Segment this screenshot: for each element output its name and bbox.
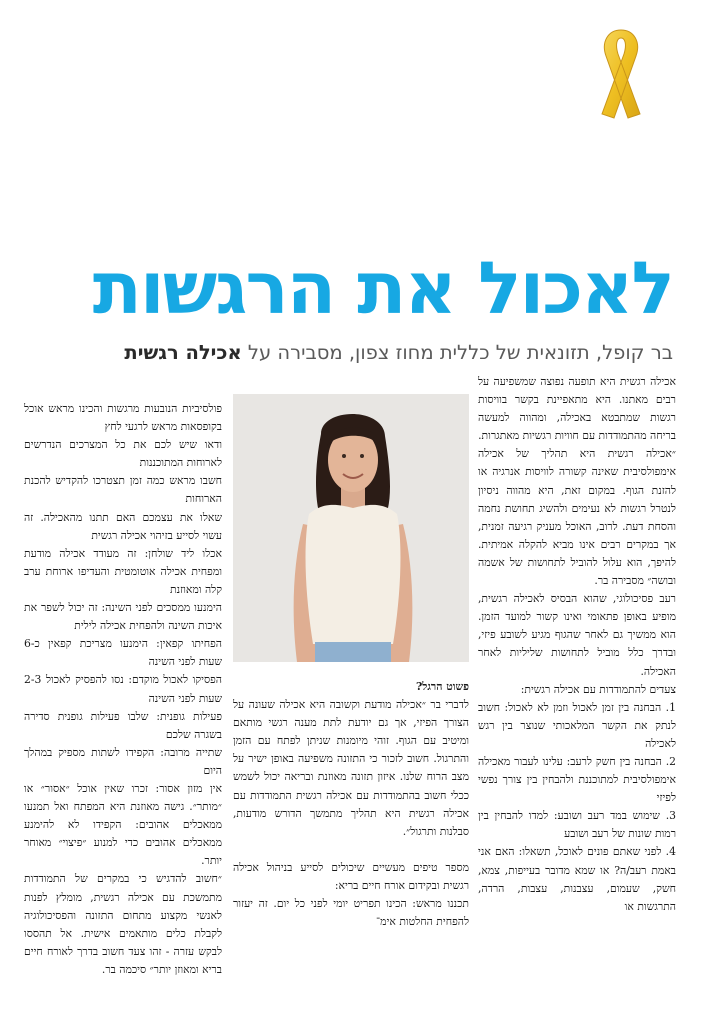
- paragraph: ודאו שיש לכם את כל המצרכים הנדרשים לארוחות המתוכננות: [24, 438, 222, 470]
- paragraph: הפחיתו קפאין: הימנעו מצריכת קפאין כ-6 שעות לפני השינה: [24, 637, 222, 669]
- paragraph: אכילה רגשית היא תופעה נפוצה שמשפיעה על רבים מאתנו. היא מתאפיינת בקשר בוויסות רגשות שמתבטא באכילה, ומהווה למעשה בריחה מהתמודדות עם חוויות רגשיות מאתגרות.: [478, 375, 676, 443]
- subtitle: [13, 338, 673, 368]
- article-column-middle: [233, 678, 469, 1008]
- paragraph: 3. שימוש במד רעב ושובע: למדו להבחין בין רמות שונות של רעב ושובע: [478, 809, 676, 841]
- paragraph: שאלו את עצמכם האם תתנו מהאכילה. זה עשוי לסייע בזיהוי אכילה רגשית: [24, 510, 222, 542]
- headline: לאכול את הרגשות: [92, 246, 673, 330]
- subtitle-topic: אכילה רגשית: [124, 341, 242, 364]
- paragraph: אין מזון אסור: זכרו שאין אוכל ״אסור״ או ״מותר״. גישה מאוזנת היא המפתח ואל תמנעו ממאכלים אהובים: הקפידו לא להימנע ממאכלים אהובים כדי למנוע ״פיצוי״ מאוחר יותר.: [24, 781, 222, 868]
- paragraph: אכלו ליד שולחן: זה מעודד אכילה מודעת ומפחית אכילה אוטומטית והעדיפו ארוחת ערב קלה ומאוזנת: [24, 546, 222, 596]
- paragraph: פולסיביות הנובעות מרגשות והכינו מראש אוכל בקופסאות מראש לרגעי לחץ: [24, 402, 222, 434]
- paragraph: הפסיקו לאכול מוקדם: נסו להפסיק לאכול 2-3 שעות לפני השינה: [24, 673, 222, 705]
- portrait-photo: [233, 394, 469, 662]
- portrait-illustration: [233, 394, 469, 662]
- paragraph: 2. הבחנה בין חשק לרעב: עלינו לעבור מאכילה אימפולסיבית למתוכננת ולהבחין בין צורך נפשי לפיזי: [478, 754, 676, 805]
- article-column-right: [478, 373, 676, 1008]
- article-column-left: [24, 400, 222, 1008]
- yellow-ribbon-icon: [588, 26, 654, 130]
- paragraph: שתייה מרובה: הקפידו לשתות מספיק במהלך היום: [24, 745, 222, 777]
- paragraph: ״אכילה רגשית היא תהליך של אכילה אימפולסיבית שאינה קשורה לוויסות אנרגיה או להזנת הגוף. במקום זאת, היא מהווה ניסיון לנטרל רגשות לא נעימים ולהשיג תחושת נחמה והסחת דעת. לרוב, האוכל מעניק רגיעה זמנית, אך במקרים רבים אינו מביא להקלה אמיתית. להיפך, הוא עלול להוביל לתחושות של אשמה ובושה״ מסבירה בר.: [478, 447, 676, 588]
- paragraph: פשוט הרגל?: [415, 680, 469, 693]
- paragraph: רעב פסיכולוגי, שהוא הבסיס לאכילה רגשית, מופיע באופן פתאומי ואינו קשור למועד הזמן. הוא ממשיך גם לאחר שהגוף מגיע לשובע פיזי, ובדרך כלל מוביל לתחושות שליליות לאחר האכילה.: [478, 592, 676, 678]
- paragraph: תכננו מראש: הכינו תפריט יומי לפני כל יום. זה יעזור להפחית החלטות אימ־: [233, 897, 469, 929]
- paragraph: הימנעו ממסכים לפני השינה: זה יכול לשפר את איכות השינה ולהפחית אכילה לילית: [24, 601, 222, 633]
- subtitle-lead: בר קופל, תזונאית של כללית מחוז צפון, מסבירה על: [241, 341, 673, 364]
- paragraph: 1. הבחנה בין זמן לאכול וזמן לא לאכול: חשוב לנתק את הקשר המלאכותי שנוצר בין רגש לאכילה: [478, 700, 676, 750]
- paragraph: פעילות גופנית: שלבו פעילות גופנית סדירה בשגרה שלכם: [24, 709, 222, 741]
- paragraph: חשבו מראש כמה זמן תצטרכו להקדיש להכנת הארוחות: [24, 474, 222, 506]
- paragraph: לדברי בר ״אכילה מודעת וקשובה היא אכילה שעונה על הצורך הפיזי, אך גם יודעת לתת מענה רגשי מותאם ומיטיב עם הגוף. זוהי מיומנות שניתן לפתח עם הזמן והתרגול. חשוב לזכור כי התזונה משפיעה באופן ישיר על מצב הרוח שלנו. איזון תזונה מאוזנת ובריאה יכול לשמש ככלי חשוב בהתמודדות עם אכילה רגשית התמודדות עם אכילה רגשית היא תהליך מתמשך הדורש מודעות, סבלנות ותרגול״.: [233, 698, 469, 838]
- paragraph: ״חשוב להדגיש כי במקרים של התמודדות מתמשכת עם אכילה רגשית, מומלץ לפנות לאנשי מקצוע מתחום התזונה והפסיכולוגיה לקבלת כלים מותאמים אישית. אל תהססו לבקש עזרה - זהו צעד חשוב בדרך לאורח חיים בריא ומאוזן יותר״ סיכמה בר.: [24, 872, 222, 976]
- paragraph: צעדים להתמודדות עם אכילה רגשית:: [520, 682, 676, 696]
- paragraph: 4. לפני שאתם פונים לאוכל, תשאלו: האם אני באמת רעב/ה? או שמא מדובר בעייפות, צמא, חשק, שעמום, עצבנות, עצבות, הרדה, התרגשות או: [478, 845, 676, 913]
- paragraph: מספר טיפים מעשיים שיכולים לסייע בניהול אכילה רגשית ובקידום אורח חיים בריא:: [233, 860, 469, 892]
